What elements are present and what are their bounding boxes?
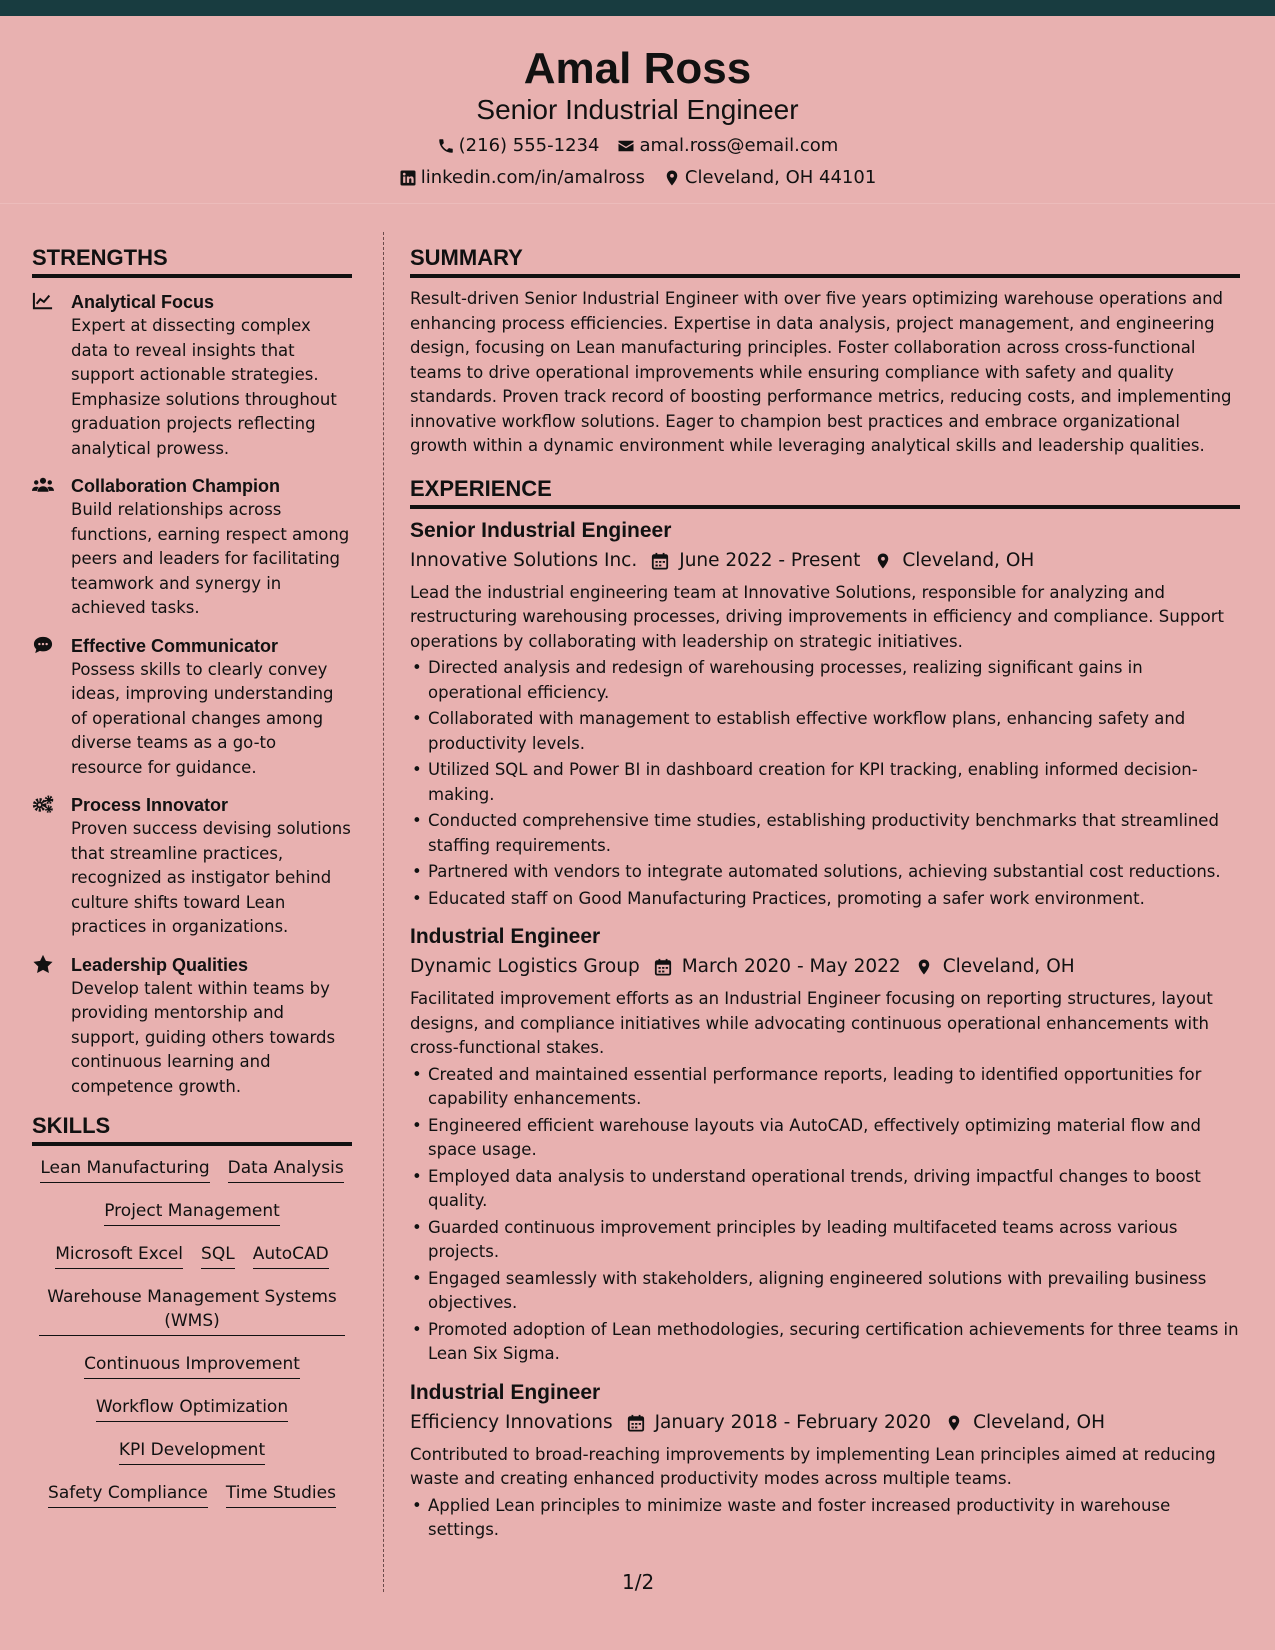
candidate-title: Senior Industrial Engineer (476, 94, 799, 125)
list-item: • Conducted comprehensive time studies, establishing productivity benchmarks that streamlined staffing requirements. (410, 809, 1240, 858)
job-title: Industrial Engineer (410, 925, 601, 948)
strength-title: Process Innovator (71, 795, 229, 815)
skill-row (32, 1352, 352, 1379)
job-entry (410, 923, 1240, 1367)
list-item: • Created and maintained essential performance reports, leading to identified opportunities for capability enhancements. (410, 1063, 1240, 1112)
skills-list (32, 1156, 352, 1508)
gears-icon (32, 794, 54, 814)
strengths-heading: STRENGTHS (32, 244, 352, 278)
skill-row (32, 1285, 352, 1336)
list-item: • Utilized SQL and Power BI in dashboard creation for KPI tracking, enabling informed decision-making. (410, 758, 1240, 807)
list-item: • Employed data analysis to understand operational trends, driving impactful changes to boost quality. (410, 1165, 1240, 1214)
linkedin-icon (399, 169, 417, 187)
experience-heading: EXPERIENCE (410, 475, 1240, 509)
users-icon (32, 475, 54, 495)
skill-tag: Safety Compliance (48, 1481, 208, 1508)
job-bullets (410, 1063, 1240, 1367)
strength-desc: Develop talent within teams by providing mentorship and support, guiding others towards continuous learning and competence growth. (71, 978, 336, 1096)
list-item: • Educated staff on Good Manufacturing Practices, promoting a safer work environment. (410, 887, 1240, 912)
phone-text: (216) 555-1234 (458, 135, 600, 156)
skill-row (32, 1242, 352, 1269)
job-location: Cleveland, OH (942, 956, 1075, 977)
list-item: • Applied Lean principles to minimize waste and foster increased productivity in warehouse settings. (410, 1494, 1240, 1543)
job-company: Dynamic Logistics Group (410, 956, 640, 977)
list-item: • Promoted adoption of Lean methodologies, securing certification achievements for three teams in Lean Six Sigma. (410, 1318, 1240, 1367)
skill-row (32, 1199, 352, 1226)
skill-tag: Workflow Optimization (96, 1395, 288, 1422)
job-dates: June 2022 - Present (679, 549, 861, 571)
strength-title: Leadership Qualities (71, 954, 249, 975)
job-location: Cleveland, OH (973, 1411, 1106, 1433)
page-number: 1/2 (622, 1570, 655, 1594)
strength-title: Collaboration Champion (71, 476, 280, 496)
strength-title: Analytical Focus (71, 292, 215, 312)
job-title: Senior Industrial Engineer (410, 518, 672, 542)
skill-row (32, 1481, 352, 1508)
strength-item (32, 953, 352, 1100)
map-marker-icon (874, 552, 892, 570)
job-company: Innovative Solutions Inc. (410, 549, 638, 571)
right-column (410, 244, 1240, 1545)
strength-desc: Possess skills to clearly convey ideas, improving understanding of operational changes among diverse teams as a go-to resource for guidance. (71, 659, 334, 777)
comment-icon (32, 635, 54, 655)
column-divider (383, 232, 384, 1592)
email-contact (617, 134, 838, 158)
linkedin-contact (399, 166, 645, 190)
skill-tag: Project Management (104, 1199, 280, 1226)
skill-tag: KPI Development (119, 1438, 265, 1465)
linkedin-text: linkedin.com/in/amalross (420, 167, 645, 188)
map-marker-icon (945, 1414, 963, 1432)
skill-tag: Warehouse Management Systems (WMS) (39, 1285, 345, 1336)
calendar-icon (627, 1414, 645, 1432)
job-entry (410, 517, 1240, 912)
location-contact (663, 166, 876, 190)
calendar-icon (651, 552, 669, 570)
job-bullets (410, 1494, 1240, 1543)
list-item: • Collaborated with management to establish effective workflow plans, enhancing safety and productivity levels. (410, 707, 1240, 756)
list-item: • Engaged seamlessly with stakeholders, aligning engineered solutions with prevailing business objectives. (410, 1267, 1240, 1316)
skill-row (32, 1438, 352, 1465)
star-icon (32, 954, 54, 974)
strength-item (32, 793, 352, 940)
job-description: Lead the industrial engineering team at Innovative Solutions, responsible for analyzing and restructuring warehousing processes, driving improvements in efficiency and compliance. Support operations by collaborating with leadership on strategic initiatives. (410, 582, 1224, 651)
phone-icon (437, 137, 455, 155)
skill-tag: SQL (201, 1242, 235, 1269)
strength-item (32, 474, 352, 621)
contact-row-2 (0, 166, 1275, 190)
envelope-icon (617, 137, 635, 155)
map-marker-icon (915, 958, 933, 976)
job-company: Efficiency Innovations (410, 1411, 613, 1433)
strength-desc: Build relationships across functions, earning respect among peers and leaders for facilitating teamwork and synergy in achieved tasks. (71, 500, 350, 617)
skill-tag: Continuous Improvement (84, 1352, 300, 1379)
skill-tag: Microsoft Excel (55, 1242, 183, 1269)
map-marker-icon (663, 169, 681, 187)
left-column (32, 244, 352, 1524)
skills-heading: SKILLS (32, 1112, 352, 1146)
skill-row (32, 1395, 352, 1422)
strengths-list (32, 290, 352, 1099)
job-meta (410, 954, 1240, 980)
candidate-name: Amal Ross (523, 44, 752, 93)
phone-contact (437, 134, 600, 158)
skill-row (32, 1156, 352, 1183)
job-entry (410, 1379, 1240, 1543)
skill-tag: Lean Manufacturing (40, 1156, 209, 1183)
calendar-icon (654, 958, 672, 976)
job-title: Industrial Engineer (410, 1380, 601, 1404)
strength-desc: Expert at dissecting complex data to reveal insights that support actionable strategies. Emphasize solutions throughout graduation projects reflecting analytical prowess. (71, 316, 337, 458)
top-accent-bar (0, 0, 1275, 16)
contact-row-1 (0, 134, 1275, 158)
strength-title: Effective Communicator (71, 635, 279, 656)
summary-text: Result-driven Senior Industrial Engineer with over five years optimizing warehouse operations and enhancing process efficiencies. Expertise in data analysis, project management, and engineering design, focusing on Lean manufacturing principles. Foster collaboration across cross-functional teams to drive operational improvements while ensuring compliance with safety and quality standards. Proven track record of boosting performance metrics, reducing costs, and implementing innovative workflow solutions. Eager to champion best practices and embrace organizational growth within a dynamic environment while leveraging analytical skills and leadership qualities. (410, 289, 1232, 455)
strength-desc: Proven success devising solutions that streamline practices, recognized as instigator behind culture shifts toward Lean practices in organizations. (71, 819, 351, 936)
job-description: Facilitated improvement efforts as an Industrial Engineer focusing on reporting structures, layout designs, and compliance initiatives while advocating continuous operational enhancements with cross-functional stakes. (410, 989, 1213, 1057)
skill-tag: AutoCAD (253, 1242, 329, 1269)
list-item: • Partnered with vendors to integrate automated solutions, achieving substantial cost reductions. (410, 860, 1240, 885)
job-location: Cleveland, OH (902, 549, 1035, 571)
job-meta (410, 1410, 1240, 1436)
skill-tag: Data Analysis (228, 1156, 344, 1183)
list-item: • Directed analysis and redesign of warehousing processes, realizing significant gains in operational efficiency. (410, 656, 1240, 705)
strength-item (32, 290, 352, 461)
list-item: • Guarded continuous improvement principles by leading multifaceted teams across various projects. (410, 1216, 1240, 1265)
strength-item (32, 634, 352, 781)
list-item: • Engineered efficient warehouse layouts via AutoCAD, effectively optimizing material flow and space usage. (410, 1114, 1240, 1163)
job-dates: January 2018 - February 2020 (654, 1411, 932, 1433)
location-text: Cleveland, OH 44101 (684, 167, 877, 188)
email-text: amal.ross@email.com (639, 135, 839, 156)
job-bullets (410, 656, 1240, 911)
chart-line-icon (32, 291, 54, 311)
job-meta (410, 548, 1240, 574)
skill-tag: Time Studies (226, 1481, 336, 1508)
job-dates: March 2020 - May 2022 (681, 956, 901, 977)
resume-header (0, 16, 1275, 204)
job-description: Contributed to broad-reaching improvements by implementing Lean principles aimed at reducing waste and creating enhanced productivity modes across multiple teams. (410, 1444, 1216, 1488)
summary-heading: SUMMARY (410, 244, 1240, 278)
